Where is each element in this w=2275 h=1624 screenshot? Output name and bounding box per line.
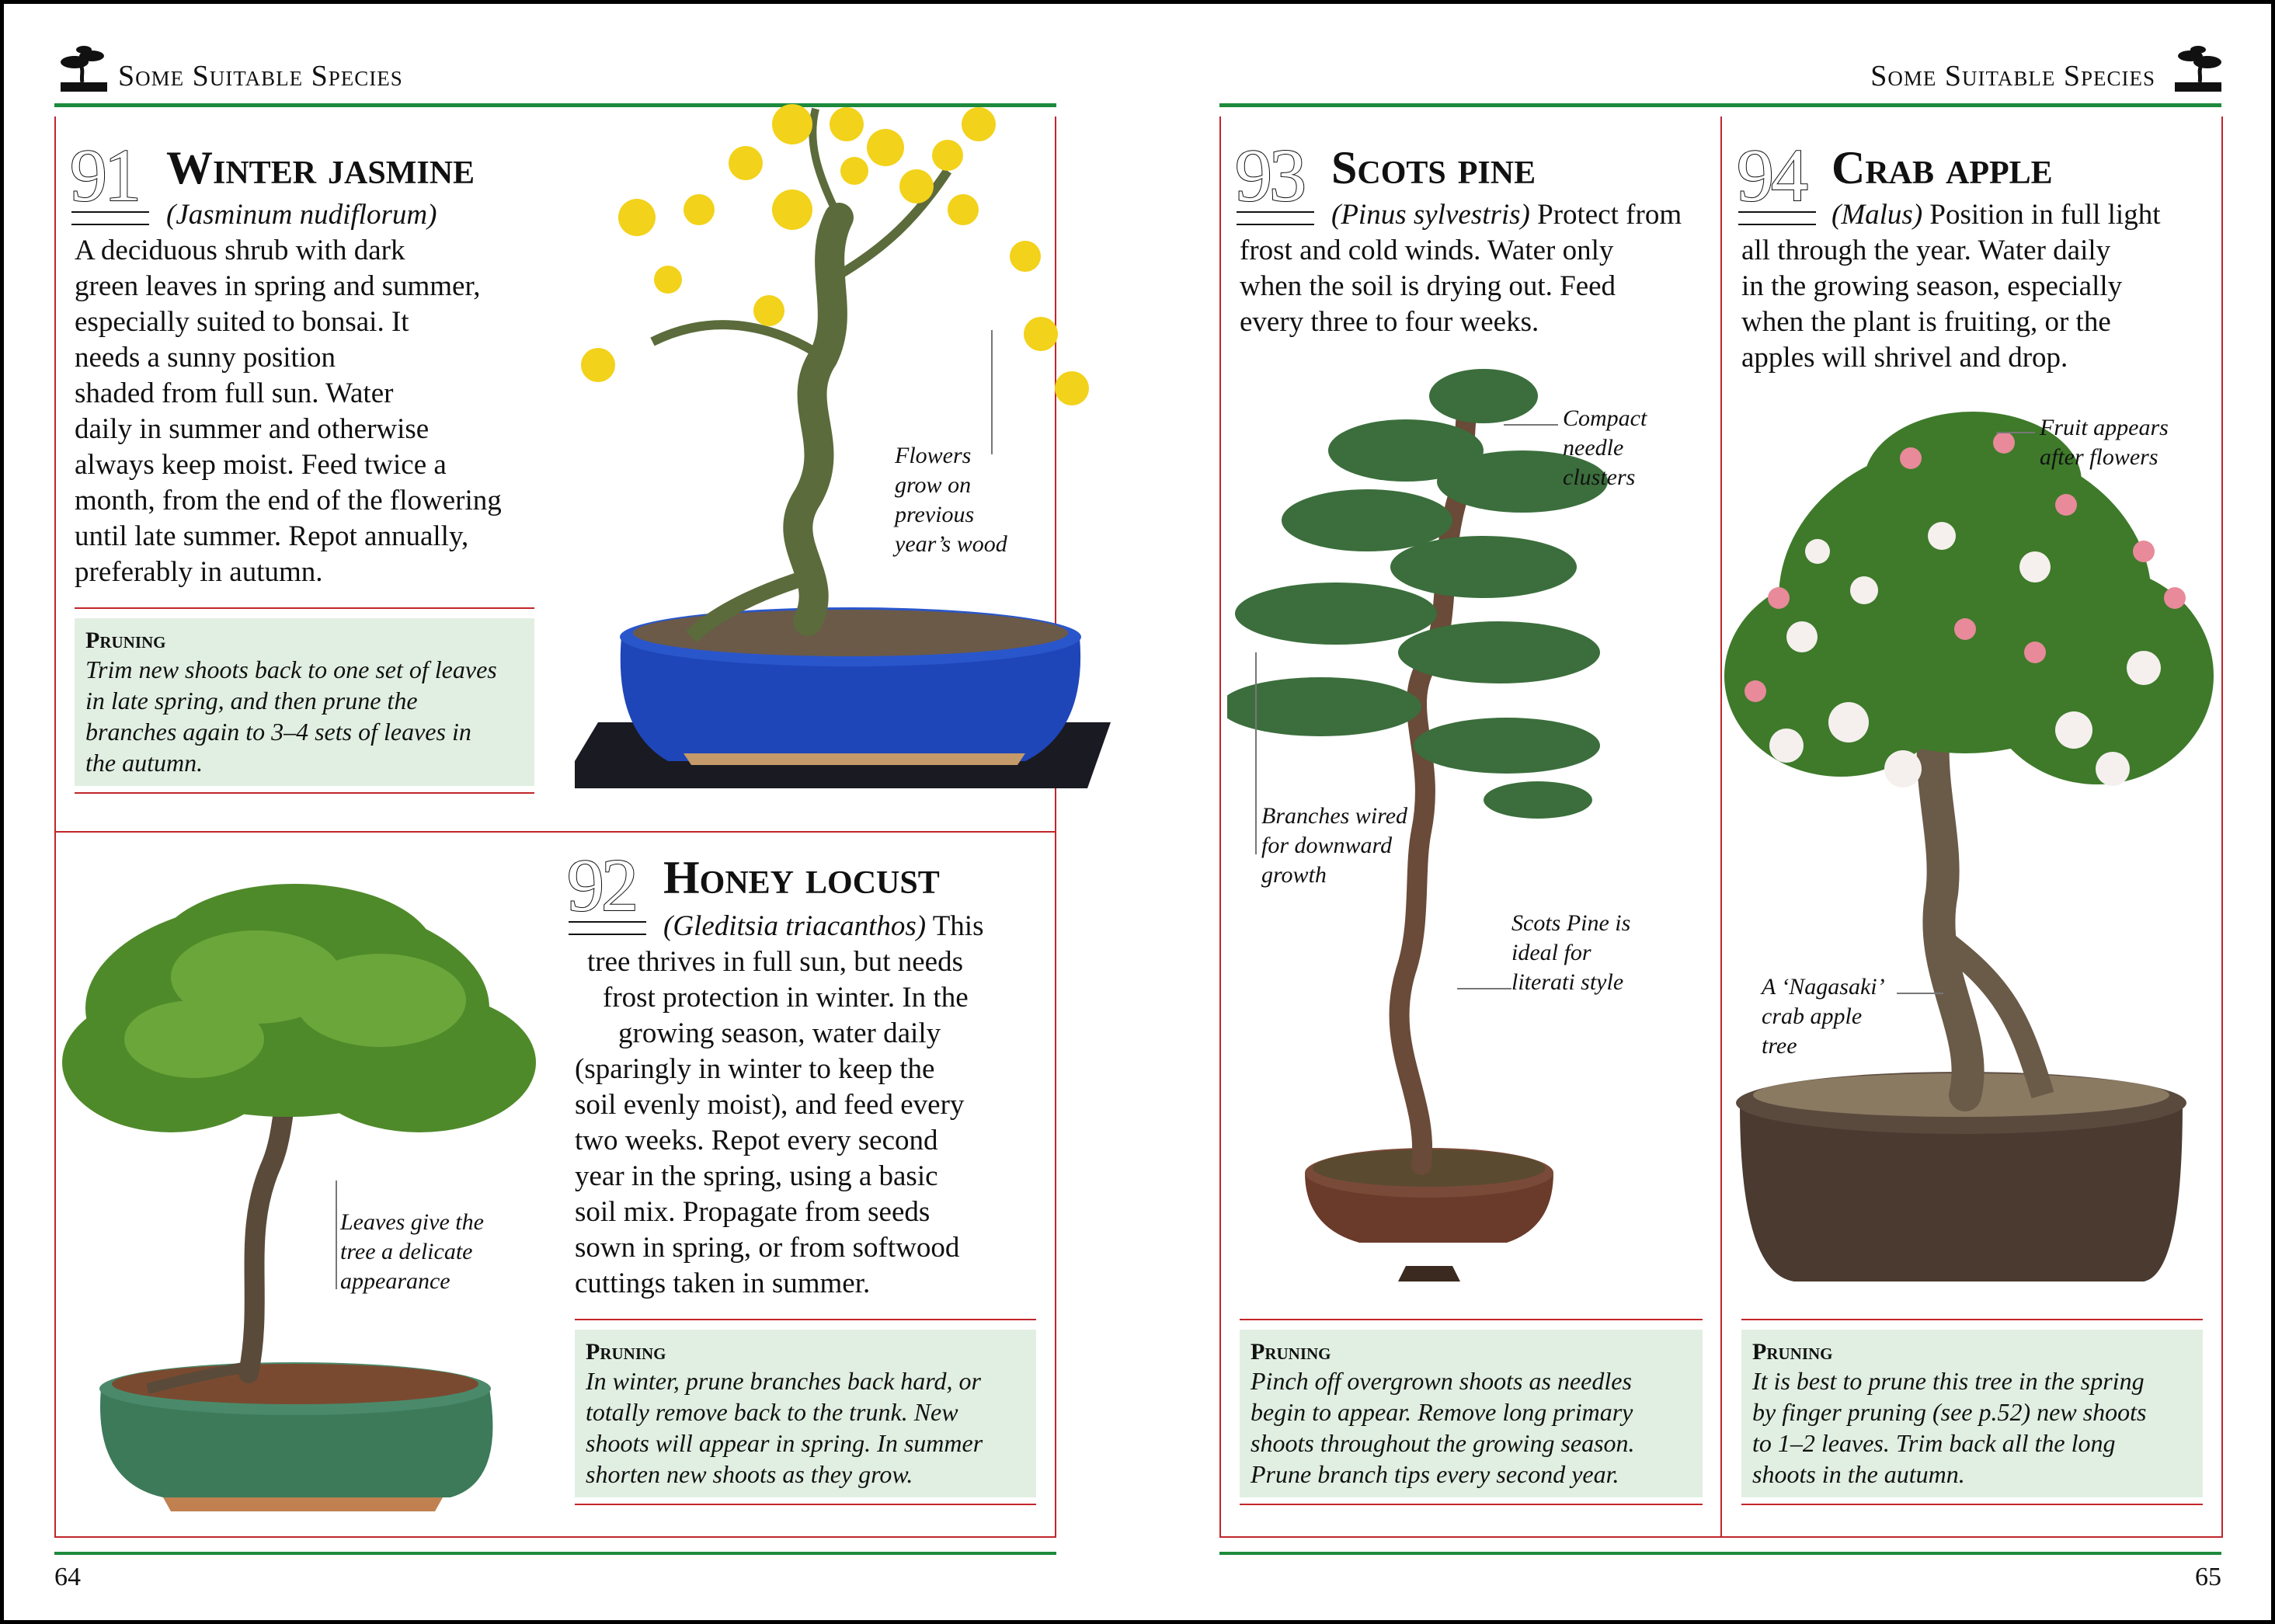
entry-body-first-line bbox=[1331, 197, 1682, 233]
rule bbox=[75, 607, 534, 609]
pruning-line: Pinch off overgrown shoots as needles bbox=[1251, 1367, 1632, 1395]
caption-line: Leaves give the bbox=[340, 1209, 484, 1235]
pruning-box bbox=[1240, 1330, 1703, 1497]
right-running-head: Some Suitable Species bbox=[1870, 60, 2155, 92]
caption-line: appearance bbox=[340, 1268, 450, 1294]
pruning-box bbox=[1741, 1330, 2203, 1497]
honey-locust-photo bbox=[54, 829, 583, 1513]
body-line: growing season, water daily bbox=[618, 1017, 941, 1049]
body-line: apples will shrivel and drop. bbox=[1741, 342, 2068, 374]
leader-line bbox=[1996, 432, 2035, 433]
pruning-line: totally remove back to the trunk. New bbox=[586, 1398, 958, 1426]
entry-body-first-rest: Protect from bbox=[1529, 199, 1682, 231]
entry-title: Honey locust bbox=[663, 852, 940, 903]
entry-body-first-line bbox=[663, 909, 984, 944]
frame-line bbox=[1219, 1536, 2223, 1538]
caption-line: Scots Pine is bbox=[1511, 910, 1631, 936]
leader-line bbox=[336, 1181, 337, 1289]
pruning-box bbox=[75, 618, 534, 786]
caption-branches-wired bbox=[1261, 802, 1407, 890]
footer-rule-left bbox=[54, 1552, 1056, 1555]
caption-line: crab apple bbox=[1762, 1003, 1863, 1029]
pruning-box bbox=[575, 1330, 1036, 1497]
entry-body bbox=[1240, 233, 1706, 340]
pruning-line: It is best to prune this tree in the spring bbox=[1752, 1367, 2145, 1395]
rule bbox=[75, 792, 534, 794]
pruning-text bbox=[85, 654, 524, 778]
pruning-line: to 1–2 leaves. Trim back all the long bbox=[1752, 1429, 2116, 1457]
body-line: when the soil is drying out. Feed bbox=[1240, 270, 1616, 302]
caption-line: after flowers bbox=[2040, 444, 2158, 470]
pruning-line: In winter, prune branches back hard, or bbox=[586, 1367, 981, 1395]
body-line: frost protection in winter. In the bbox=[603, 982, 969, 1014]
body-line: always keep moist. Feed twice a bbox=[75, 449, 447, 481]
entry-latin-name: (Malus) bbox=[1831, 199, 1923, 231]
body-line: frost and cold winds. Water only bbox=[1240, 235, 1614, 266]
pruning-line: Trim new shoots back to one set of leaves bbox=[85, 656, 497, 683]
bonsai-logo-icon bbox=[2167, 45, 2229, 93]
body-line: month, from the end of the flowering bbox=[75, 485, 502, 516]
entry-number: 94 bbox=[1737, 134, 1805, 217]
page-number-right: 65 bbox=[2195, 1563, 2221, 1591]
number-underline bbox=[569, 921, 646, 935]
pruning-title: Pruning bbox=[1752, 1339, 1833, 1365]
entry-body-first-rest: Position in full light bbox=[1922, 199, 2161, 231]
body-line: (sparingly in winter to keep the bbox=[575, 1053, 935, 1085]
caption-leaves bbox=[340, 1208, 484, 1296]
number-underline bbox=[1738, 211, 1816, 225]
body-line: every three to four weeks. bbox=[1240, 306, 1539, 338]
entry-latin-name: (Gleditsia triacanthos) bbox=[663, 910, 927, 942]
number-underline bbox=[71, 211, 149, 225]
entry-body bbox=[1741, 233, 2207, 376]
pruning-line: branches again to 3–4 sets of leaves in bbox=[85, 718, 471, 746]
entry-body bbox=[575, 944, 1041, 1302]
caption-line: ideal for bbox=[1511, 940, 1591, 965]
caption-line: Branches wired bbox=[1261, 803, 1408, 829]
caption-line: tree bbox=[1762, 1033, 1797, 1059]
pruning-title: Pruning bbox=[586, 1339, 666, 1365]
body-line: needs a sunny position bbox=[75, 342, 336, 374]
entry-number: 92 bbox=[567, 843, 635, 927]
body-line: soil mix. Propagate from seeds bbox=[575, 1196, 931, 1228]
pruning-line: begin to appear. Remove long primary bbox=[1251, 1398, 1633, 1426]
leader-line bbox=[1504, 424, 1558, 426]
rule bbox=[575, 1504, 1036, 1505]
entry-number: 91 bbox=[70, 134, 138, 217]
entry-latin-name: (Pinus sylvestris) bbox=[1331, 199, 1530, 231]
body-line: year in the spring, using a basic bbox=[575, 1160, 938, 1192]
bonsai-logo-icon bbox=[53, 45, 115, 93]
caption-line: previous bbox=[895, 502, 975, 527]
caption-line: tree a delicate bbox=[340, 1239, 473, 1264]
caption-literati-style bbox=[1511, 909, 1630, 997]
caption-line: for downward bbox=[1261, 833, 1393, 858]
entry-body-first-line bbox=[1831, 197, 2160, 233]
rule bbox=[1240, 1319, 1703, 1320]
caption-needle-clusters bbox=[1563, 404, 1647, 492]
entry-title: Scots pine bbox=[1331, 142, 1536, 193]
rule bbox=[1240, 1504, 1703, 1505]
entry-body-first-rest: This bbox=[926, 910, 984, 942]
body-line: all through the year. Water daily bbox=[1741, 235, 2111, 266]
pruning-line: by finger pruning (see p.52) new shoots bbox=[1752, 1398, 2147, 1426]
caption-line: literati style bbox=[1511, 969, 1624, 995]
pruning-line: shorten new shoots as they grow. bbox=[586, 1460, 913, 1488]
frame-line bbox=[54, 1536, 1056, 1538]
caption-line: A ‘Nagasaki’ bbox=[1762, 974, 1885, 1000]
pruning-title: Pruning bbox=[1251, 1339, 1331, 1365]
body-line: soil evenly moist), and feed every bbox=[575, 1089, 965, 1121]
caption-flowers bbox=[895, 441, 1007, 559]
pruning-line: the autumn. bbox=[85, 749, 203, 777]
page-number-left: 64 bbox=[54, 1563, 81, 1591]
leader-line bbox=[1255, 652, 1257, 854]
rule bbox=[1741, 1504, 2203, 1505]
caption-line: needle bbox=[1563, 435, 1624, 461]
pruning-line: shoots will appear in spring. In summer bbox=[586, 1429, 983, 1457]
entry-title: Crab apple bbox=[1831, 142, 2053, 193]
entry-latin-name: (Jasminum nudiflorum) bbox=[166, 199, 437, 231]
left-running-head: Some Suitable Species bbox=[118, 60, 403, 92]
body-line: when the plant is fruiting, or the bbox=[1741, 306, 2111, 338]
body-line: daily in summer and otherwise bbox=[75, 413, 430, 445]
pruning-text bbox=[1251, 1365, 1692, 1490]
rule bbox=[575, 1319, 1036, 1320]
winter-jasmine-photo bbox=[482, 78, 1118, 792]
body-line: shaded from full sun. Water bbox=[75, 377, 394, 409]
caption-line: growth bbox=[1261, 862, 1327, 888]
leader-line bbox=[1457, 988, 1511, 989]
pruning-text bbox=[586, 1365, 1025, 1490]
body-line: until late summer. Repot annually, bbox=[75, 520, 469, 552]
caption-line: grow on bbox=[895, 472, 972, 498]
leader-line bbox=[1897, 993, 1943, 994]
body-line: preferably in autumn. bbox=[75, 556, 323, 588]
entry-number: 93 bbox=[1235, 134, 1303, 217]
caption-line: clusters bbox=[1563, 464, 1636, 490]
pruning-line: Prune branch tips every second year. bbox=[1251, 1460, 1619, 1488]
body-line: A deciduous shrub with dark bbox=[75, 235, 405, 266]
pruning-line: shoots throughout the growing season. bbox=[1251, 1429, 1635, 1457]
frame-line bbox=[1219, 116, 1221, 1538]
body-line: two weeks. Repot every second bbox=[575, 1125, 938, 1156]
body-line: especially suited to bonsai. It bbox=[75, 306, 409, 338]
footer-rule-right bbox=[1219, 1552, 2221, 1555]
rule bbox=[1741, 1319, 2203, 1320]
body-line: green leaves in spring and summer, bbox=[75, 270, 481, 302]
caption-line: Fruit appears bbox=[2040, 415, 2169, 440]
pruning-text bbox=[1752, 1365, 2192, 1490]
header-rule-right bbox=[1219, 103, 2221, 107]
pruning-title: Pruning bbox=[85, 628, 166, 653]
pruning-line: in late spring, and then prune the bbox=[85, 687, 418, 715]
frame-line bbox=[2221, 116, 2223, 1538]
body-line: tree thrives in full sun, but needs bbox=[587, 946, 963, 978]
number-underline bbox=[1237, 211, 1314, 225]
entry-title: Winter jasmine bbox=[166, 142, 475, 193]
crab-apple-photo bbox=[1709, 396, 2221, 1297]
body-line: cuttings taken in summer. bbox=[575, 1268, 871, 1299]
caption-line: Compact bbox=[1563, 405, 1647, 431]
caption-fruit-appears bbox=[2040, 413, 2169, 472]
body-line: sown in spring, or from softwood bbox=[575, 1232, 960, 1264]
caption-nagasaki bbox=[1762, 972, 1885, 1061]
pruning-line: shoots in the autumn. bbox=[1752, 1460, 1965, 1488]
caption-line: year’s wood bbox=[895, 531, 1007, 557]
body-line: in the growing season, especially bbox=[1741, 270, 2123, 302]
leader-line bbox=[991, 330, 993, 454]
caption-line: Flowers bbox=[895, 443, 972, 468]
